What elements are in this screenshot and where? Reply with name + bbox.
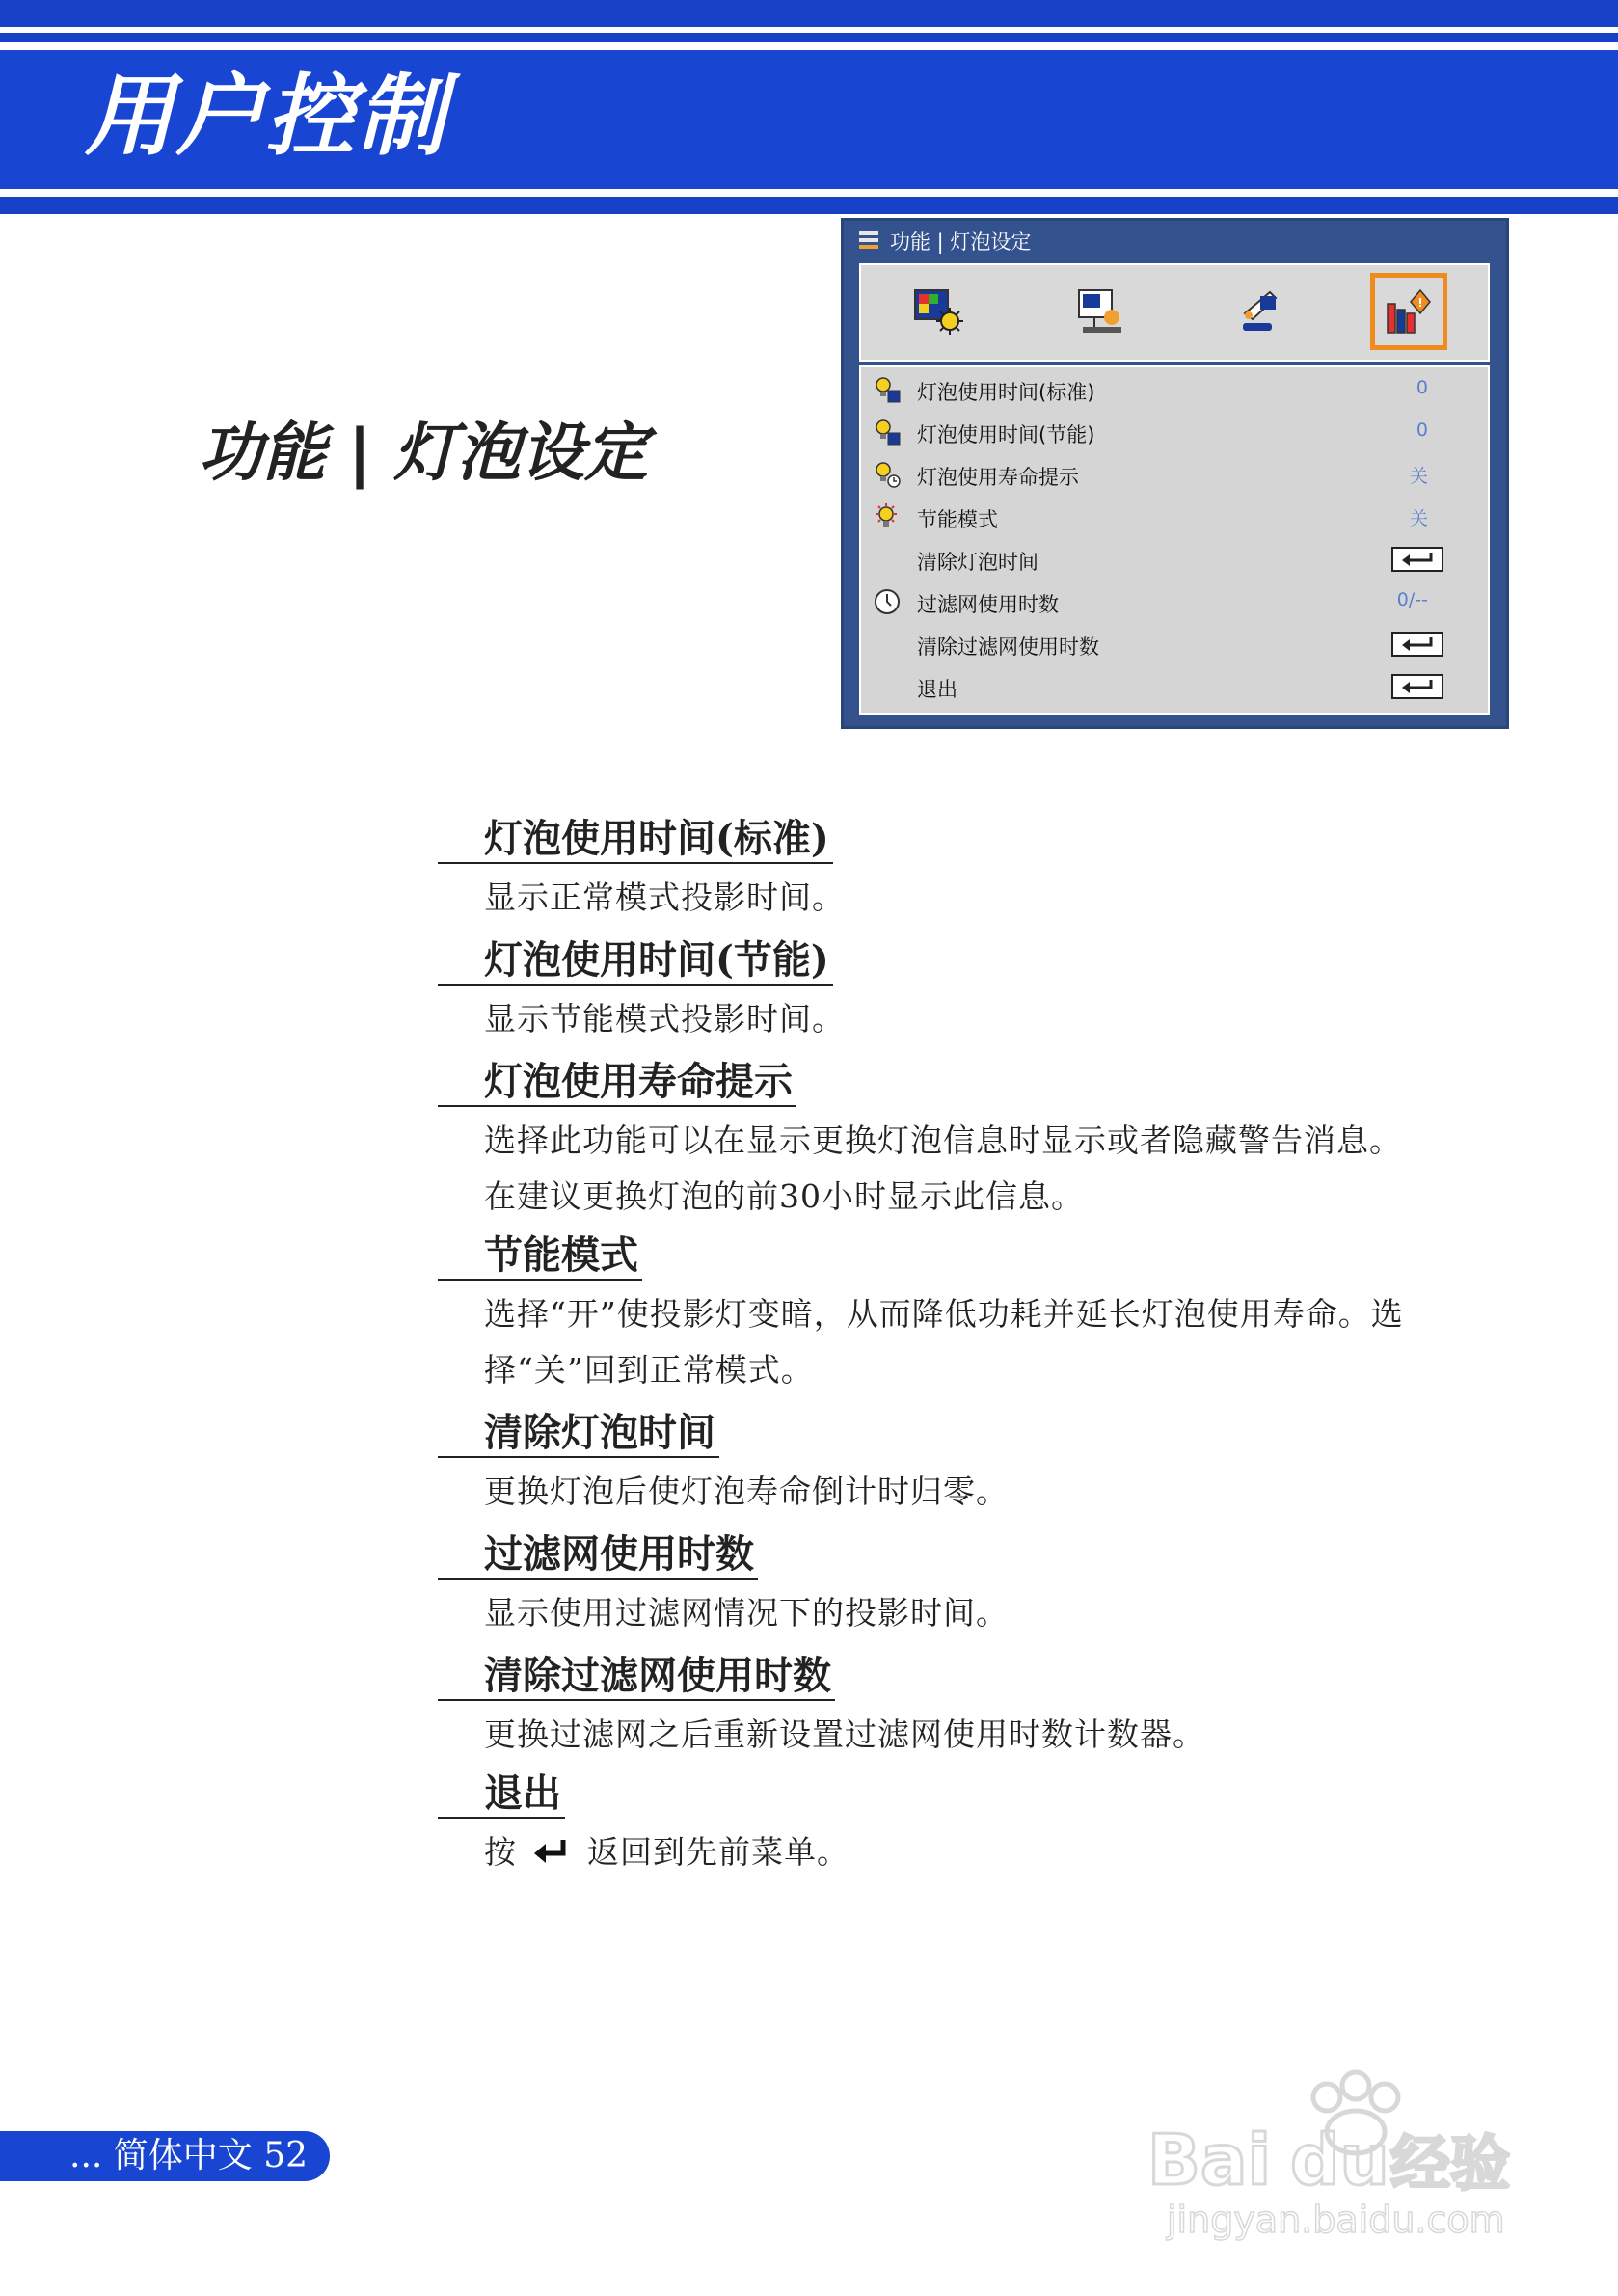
- description-body: [484, 1585, 1518, 1641]
- section-title: 功能 | 灯泡设定: [199, 416, 649, 490]
- description-suffix: 返回到先前菜单。: [587, 1833, 849, 1871]
- osd-menu-list: [859, 365, 1490, 715]
- enter-icon: [532, 1838, 571, 1865]
- options-tab-icon: [1382, 284, 1436, 338]
- description-heading: 退出: [438, 1770, 565, 1819]
- osd-row-label: 清除过滤网使用时数: [917, 635, 1099, 659]
- osd-row-label: 退出: [917, 678, 957, 701]
- osd-row-label: 灯泡使用寿命提示: [917, 466, 1079, 489]
- description-line: 显示节能模式投影时间。: [484, 1000, 845, 1038]
- osd-row-label: 灯泡使用时间(标准): [917, 381, 1095, 404]
- description-line: 择“关”回到正常模式。: [484, 1351, 814, 1389]
- description-lamp-hours-eco: [438, 937, 1518, 1047]
- description-body: [484, 1464, 1518, 1520]
- header-top-bar: [0, 0, 1618, 27]
- description-prefix: 按: [484, 1833, 517, 1871]
- description-line: 更换过滤网之后重新设置过滤网使用时数计数器。: [484, 1715, 1205, 1753]
- description-filter-hours: [438, 1531, 1518, 1641]
- svg-text:Bai: Bai: [1147, 2120, 1272, 2201]
- osd-row-eco-mode[interactable]: [861, 497, 1488, 535]
- lamp-eco-hours-icon: [873, 418, 902, 446]
- image-tab-icon: [911, 284, 965, 338]
- osd-row-label: 灯泡使用时间(节能): [917, 423, 1095, 446]
- osd-row-value: 0: [1416, 377, 1428, 398]
- tab-image[interactable]: [900, 273, 977, 350]
- osd-menu-panel: [841, 218, 1509, 729]
- svg-text:经验: 经验: [1390, 2128, 1511, 2199]
- description-lamp-hours-standard: [438, 816, 1518, 926]
- lamp-hours-icon: [873, 375, 902, 404]
- osd-row-clear-lamp-hours[interactable]: [861, 539, 1488, 578]
- osd-row-lamp-hours-eco[interactable]: [861, 412, 1488, 450]
- tab-display[interactable]: [1062, 273, 1139, 350]
- osd-title: 功能 | 灯泡设定: [890, 230, 1032, 254]
- description-heading: 清除过滤网使用时数: [438, 1653, 835, 1701]
- description-heading: 节能模式: [438, 1232, 642, 1281]
- description-line: 选择此功能可以在显示更换灯泡信息时显示或者隐藏警告消息。: [484, 1121, 1402, 1159]
- description-line: 显示使用过滤网情况下的投影时间。: [484, 1594, 1009, 1632]
- osd-row-label: 清除灯泡时间: [917, 551, 1038, 574]
- description-line: 显示正常模式投影时间。: [484, 878, 845, 916]
- osd-row-value: 0/--: [1396, 589, 1428, 610]
- enter-icon: [1398, 678, 1437, 695]
- page-title: 用户控制: [85, 65, 448, 168]
- description-line: 选择“开”使投影灯变暗，从而降低功耗并延长灯泡使用寿命。选: [484, 1295, 1404, 1333]
- svg-text:du: du: [1290, 2120, 1389, 2201]
- description-exit: [438, 1770, 1518, 1880]
- enter-icon: [1398, 635, 1437, 653]
- osd-row-lamp-hours-standard[interactable]: [861, 369, 1488, 408]
- description-heading: 灯泡使用时间(标准): [438, 816, 833, 864]
- header-stripe: [0, 33, 1618, 42]
- description-clear-filter-hours: [438, 1653, 1518, 1763]
- description-heading: 灯泡使用寿命提示: [438, 1059, 796, 1107]
- osd-titlebar: [844, 221, 1506, 261]
- description-heading: 过滤网使用时数: [438, 1531, 758, 1580]
- menu-icon: [857, 230, 882, 253]
- enter-button[interactable]: [1391, 547, 1443, 572]
- lamp-reminder-icon: [873, 460, 902, 489]
- osd-row-clear-filter-hours[interactable]: [861, 624, 1488, 662]
- footer-page-number: ... 简体中文 52: [69, 2136, 309, 2175]
- description-body: [484, 1286, 1518, 1398]
- display-tab-icon: [1073, 284, 1127, 338]
- description-body: [484, 991, 1518, 1047]
- setup-tab-icon: [1231, 284, 1285, 338]
- baidu-jingyan-watermark-logo: [1138, 2049, 1543, 2242]
- enter-icon: [1398, 551, 1437, 568]
- description-eco-mode: [438, 1232, 1518, 1398]
- osd-row-label: 节能模式: [917, 508, 998, 531]
- header-bottom-bar: [0, 197, 1618, 214]
- clock-icon: [873, 587, 902, 616]
- description-line: 在建议更换灯泡的前30小时显示此信息。: [484, 1177, 1084, 1215]
- description-heading: 灯泡使用时间(节能): [438, 937, 833, 986]
- description-clear-lamp-hours: [438, 1410, 1518, 1520]
- description-body: [484, 1707, 1518, 1763]
- enter-button[interactable]: [1391, 632, 1443, 657]
- svg-text:jingyan.baidu.com: jingyan.baidu.com: [1167, 2199, 1505, 2241]
- osd-row-value: 关: [1409, 466, 1428, 487]
- osd-row-exit[interactable]: [861, 666, 1488, 705]
- osd-row-value: 关: [1409, 508, 1428, 529]
- description-body: [484, 1824, 1518, 1880]
- tab-setup[interactable]: [1220, 273, 1297, 350]
- svg-text:!: !: [1417, 296, 1423, 310]
- description-lamp-reminder: [438, 1059, 1518, 1225]
- osd-tab-bar: [859, 263, 1490, 362]
- tab-options[interactable]: [1370, 273, 1447, 350]
- eco-mode-icon: [873, 502, 902, 531]
- osd-row-label: 过滤网使用时数: [917, 593, 1059, 616]
- description-body: [484, 870, 1518, 926]
- osd-row-value: 0: [1416, 419, 1428, 441]
- description-heading: 清除灯泡时间: [438, 1410, 719, 1458]
- description-line: 更换灯泡后使灯泡寿命倒计时归零。: [484, 1472, 1009, 1510]
- osd-row-lamp-reminder[interactable]: [861, 454, 1488, 493]
- enter-button[interactable]: [1391, 674, 1443, 699]
- osd-row-filter-hours[interactable]: [861, 581, 1488, 620]
- description-body: [484, 1113, 1518, 1225]
